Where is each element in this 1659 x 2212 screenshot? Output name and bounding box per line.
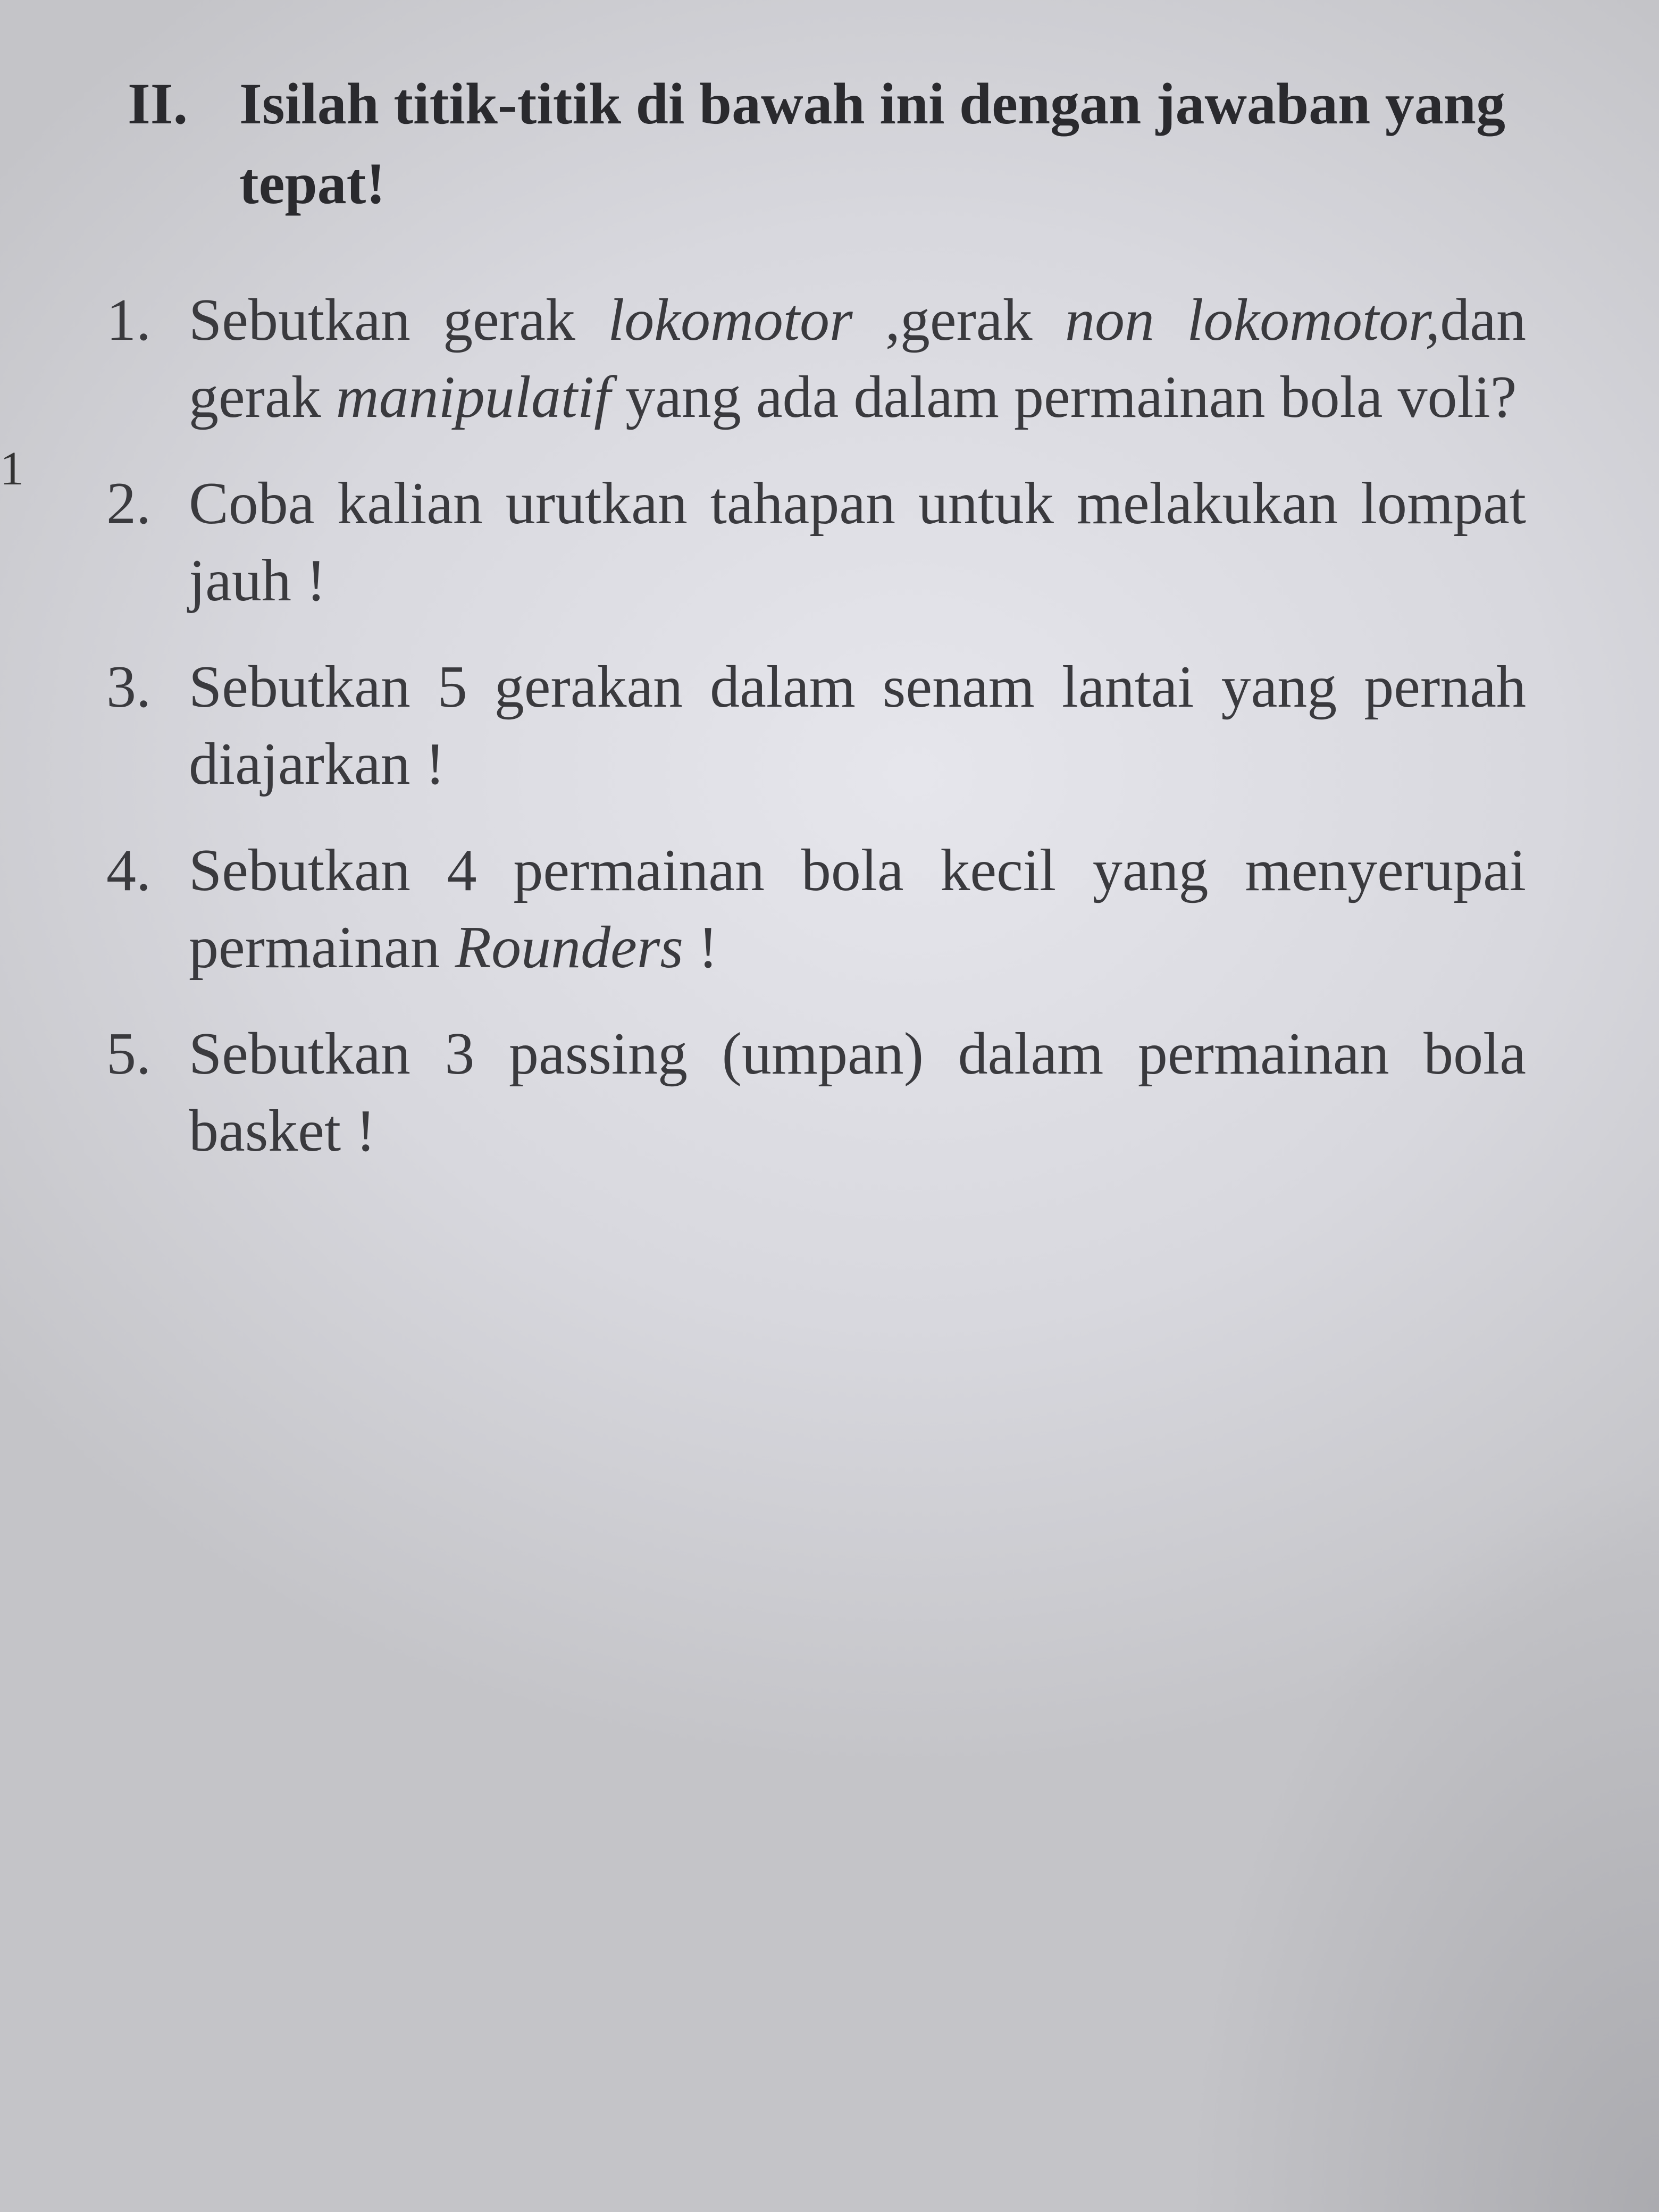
question-text [189, 832, 1526, 986]
question-text-part: dan gerak [189, 287, 1527, 430]
question-3 [106, 649, 1526, 803]
margin-mark: 1 [0, 442, 24, 495]
question-number: 5. [106, 1021, 151, 1087]
section-number: II. [128, 71, 188, 136]
question-4 [106, 832, 1526, 986]
question-text: Coba kalian urutkan tahapan untuk melakukan lompat jauh ! [189, 471, 1526, 614]
page-shadow [1180, 1468, 1659, 2212]
section-heading [128, 64, 1521, 223]
question-italic-term: Rounders [455, 915, 683, 981]
question-number: 4. [106, 837, 151, 903]
question-text-part: ! [683, 915, 718, 981]
question-list [106, 282, 1526, 1199]
question-italic-term: manipulatif [336, 364, 611, 430]
question-text-part: Sebutkan gerak [189, 287, 608, 353]
question-text: Sebutkan 3 passing (umpan) dalam permainan bola basket ! [189, 1021, 1526, 1164]
question-number: 2. [106, 471, 151, 537]
question-italic-term: lokomotor [608, 287, 853, 353]
question-number: 3. [106, 654, 151, 720]
question-2 [106, 465, 1526, 619]
question-1 [106, 282, 1526, 436]
question-text [189, 282, 1526, 436]
question-italic-term: non lokomotor, [1065, 287, 1440, 353]
question-5 [106, 1016, 1526, 1170]
question-text-part: yang ada dalam permainan bola voli? [610, 364, 1517, 430]
question-number: 1. [106, 287, 151, 353]
question-text-part: Sebutkan 4 permainan bola kecil yang menyerupai permainan [189, 837, 1526, 981]
section-instruction: Isilah titik-titik di bawah ini dengan jawaban yang tepat! [239, 71, 1505, 216]
question-text-part: ,gerak [852, 287, 1065, 353]
question-text: Sebutkan 5 gerakan dalam senam lantai yang pernah diajarkan ! [189, 654, 1526, 797]
